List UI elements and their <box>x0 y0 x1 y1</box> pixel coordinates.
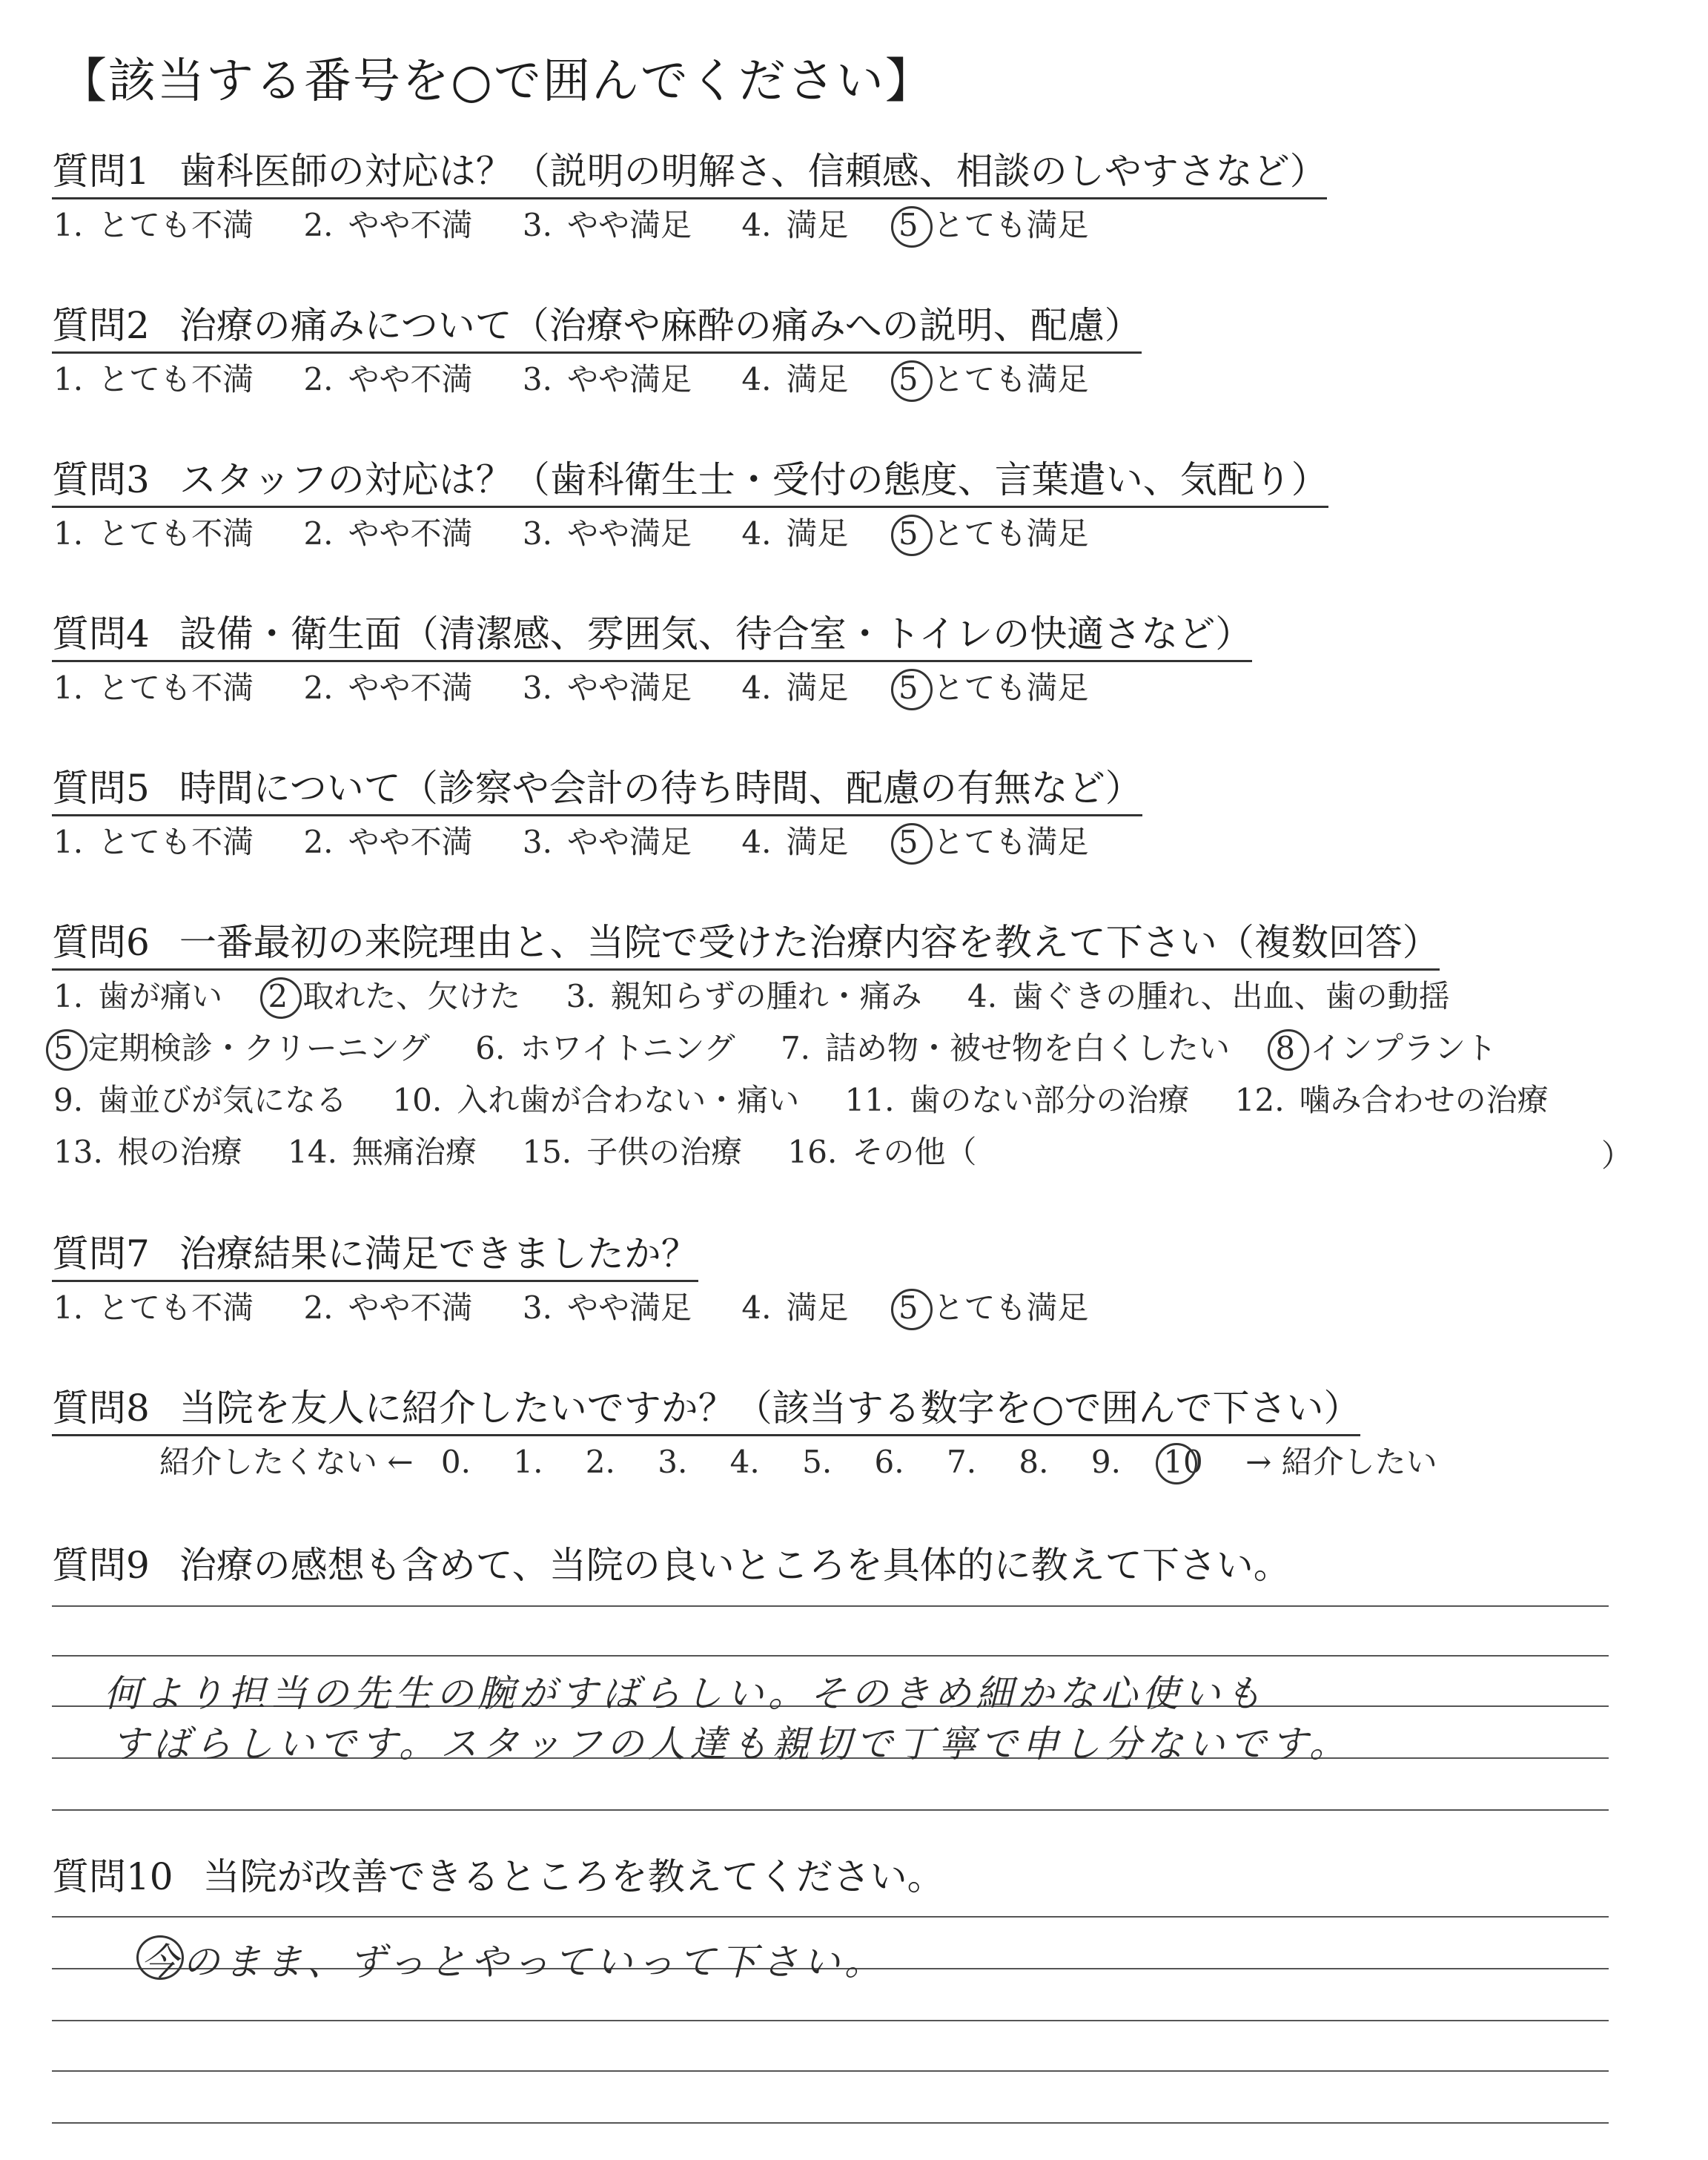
answer-line <box>52 2122 1609 2124</box>
question-3-label: 質問3 <box>52 458 150 501</box>
option-1[interactable]: 1. とても不満 <box>53 824 254 860</box>
question-1-text: 歯科医師の対応は？（説明の明解さ、信頼感、相談のしやすさなど） <box>179 150 1327 193</box>
question-3-text: スタッフの対応は？（歯科衛生士・受付の態度、言葉遣い、気配り） <box>179 458 1328 501</box>
answer-line <box>52 1809 1609 1811</box>
option-5-selected[interactable]: 5 とても満足 <box>898 824 1089 860</box>
option-3[interactable]: 3. やや満足 <box>522 207 692 243</box>
scale-right-label: → 紹介したい <box>1245 1444 1437 1480</box>
options-row-1 <box>53 976 1486 1017</box>
question-8-text: 当院を友人に紹介したいですか？（該当する数字を○で囲んで下さい） <box>179 1387 1361 1430</box>
option-1[interactable]: 1. とても不満 <box>53 1289 254 1326</box>
selected-circle-mark: 5 <box>898 1289 918 1326</box>
question-1-options <box>53 205 1129 246</box>
option-10[interactable]: 10. 入れ歯が合わない・痛い <box>392 1082 800 1118</box>
question-2-text: 治療の痛みについて（治療や麻酔の痛みへの説明、配慮） <box>179 304 1142 347</box>
scale-7[interactable]: 7. <box>946 1444 977 1480</box>
answer-line <box>52 1916 1609 1918</box>
option-5-selected[interactable]: 5 とても満足 <box>898 361 1089 397</box>
option-7[interactable]: 7. 詰め物・被せ物を白くしたい <box>780 1030 1231 1066</box>
option-3[interactable]: 3. やや満足 <box>522 515 692 552</box>
question-9-title <box>52 1542 1291 1591</box>
scale-4[interactable]: 4. <box>729 1444 760 1480</box>
option-2[interactable]: 2. やや不満 <box>303 824 473 860</box>
question-2-label: 質問2 <box>52 304 150 347</box>
question-3-title <box>52 457 1328 508</box>
options-row-4 <box>53 1132 1012 1173</box>
question-7-title <box>52 1231 698 1282</box>
question-5-text: 時間について（診察や会計の待ち時間、配慮の有無など） <box>179 767 1142 810</box>
scale-5[interactable]: 5. <box>802 1444 833 1480</box>
handwritten-answer-9-line-2: すばらしいです。スタッフの人達も親切で丁寧で申し分ないです。 <box>111 1723 1351 1766</box>
handwritten-circled-char: 今 <box>141 1932 182 1986</box>
option-2[interactable]: 2. やや不満 <box>303 361 473 397</box>
options-row-3 <box>53 1080 1584 1121</box>
question-4-text: 設備・衛生面（清潔感、雰囲気、待合室・トイレの快適さなど） <box>179 612 1253 655</box>
scale-9[interactable]: 9. <box>1090 1444 1121 1480</box>
question-3-options <box>53 513 1129 555</box>
question-7-label: 質問7 <box>52 1232 150 1275</box>
option-5-selected[interactable]: 5 とても満足 <box>898 207 1089 243</box>
option-3[interactable]: 3. やや満足 <box>522 670 692 706</box>
question-7-text: 治療結果に満足できましたか？ <box>179 1232 698 1275</box>
option-3[interactable]: 3. やや満足 <box>522 824 692 860</box>
option-4[interactable]: 4. 満足 <box>741 670 849 706</box>
selected-circle-mark: 5 <box>898 207 918 243</box>
option-2[interactable]: 2. やや不満 <box>303 1289 473 1326</box>
question-8-label: 質問8 <box>52 1387 150 1430</box>
answer-line <box>52 1605 1609 1607</box>
question-6-label: 質問6 <box>52 921 150 964</box>
option-1[interactable]: 1. 歯が痛い <box>53 978 223 1014</box>
question-7-options <box>53 1287 1129 1329</box>
option-4[interactable]: 4. 満足 <box>741 515 849 552</box>
option-16[interactable]: 16. その他（ <box>787 1134 977 1170</box>
scale-2[interactable]: 2. <box>585 1444 615 1480</box>
selected-circle-mark: 5 <box>898 515 918 552</box>
answer-line <box>52 2020 1609 2021</box>
option-6[interactable]: 6. ホワイトニング <box>475 1030 735 1066</box>
question-2-options <box>53 359 1129 400</box>
selected-circle-mark: 5 <box>53 1030 73 1066</box>
option-1[interactable]: 1. とても不満 <box>53 515 254 552</box>
question-1-label: 質問1 <box>52 150 150 193</box>
question-8-title <box>52 1385 1360 1436</box>
question-5-label: 質問5 <box>52 767 150 810</box>
option-4[interactable]: 4. 満足 <box>741 1289 849 1326</box>
question-6-text: 一番最初の来院理由と、当院で受けた治療内容を教えて下さい（複数回答） <box>179 921 1440 964</box>
option-3[interactable]: 3. やや満足 <box>522 361 692 397</box>
question-4-title <box>52 611 1252 662</box>
option-14[interactable]: 14. 無痛治療 <box>288 1134 477 1170</box>
question-6-title <box>52 919 1440 971</box>
option-5-selected[interactable]: 5 とても満足 <box>898 1289 1089 1326</box>
question-5-options <box>53 822 1129 863</box>
option-12[interactable]: 12. 噛み合わせの治療 <box>1234 1082 1549 1118</box>
option-2[interactable]: 2. やや不満 <box>303 207 473 243</box>
selected-circle-mark: 5 <box>898 361 918 397</box>
scale-6[interactable]: 6. <box>874 1444 904 1480</box>
question-2-title <box>52 303 1142 354</box>
answer-line <box>52 2070 1609 2072</box>
handwritten-answer-10 <box>141 1932 886 1986</box>
handwritten-answer-10-text: のまま、ずっとやっていって下さい。 <box>182 1941 886 1984</box>
page-title: 【該当する番号を○で囲んでください】 <box>59 54 934 109</box>
option-8-selected[interactable]: 8 インプラント <box>1275 1030 1497 1066</box>
recommend-scale <box>159 1441 1455 1483</box>
question-5-title <box>52 765 1142 816</box>
options-row-2 <box>53 1028 1532 1069</box>
option-15[interactable]: 15. 子供の治療 <box>522 1134 743 1170</box>
other-paren-close: ） <box>1601 1137 1633 1174</box>
option-3[interactable]: 3. 親知らずの腫れ・痛み <box>566 978 922 1014</box>
scale-left-label: 紹介したくない ← <box>159 1444 414 1480</box>
option-3[interactable]: 3. やや満足 <box>522 1289 692 1326</box>
option-13[interactable]: 13. 根の治療 <box>53 1134 242 1170</box>
option-4[interactable]: 4. 歯ぐきの腫れ、出血、歯の動揺 <box>967 978 1450 1014</box>
option-9[interactable]: 9. 歯並びが気になる <box>53 1082 348 1118</box>
question-10-title <box>52 1854 944 1903</box>
option-4[interactable]: 4. 満足 <box>741 207 849 243</box>
question-4-options <box>53 667 1129 709</box>
question-10-text: 当院が改善できるところを教えてください。 <box>202 1855 944 1898</box>
option-4[interactable]: 4. 満足 <box>741 361 849 397</box>
option-5-selected[interactable]: 5 とても満足 <box>898 670 1089 706</box>
scale-8[interactable]: 8. <box>1019 1444 1049 1480</box>
option-1[interactable]: 1. とても不満 <box>53 361 254 397</box>
option-1[interactable]: 1. とても不満 <box>53 207 254 243</box>
answer-line <box>52 1655 1609 1657</box>
handwritten-answer-9-line-1: 何より担当の先生の腕がすばらしい。そのきめ細かな心使いも <box>104 1672 1266 1715</box>
scale-1[interactable]: 1. <box>513 1444 543 1480</box>
option-5-selected[interactable]: 5 定期検診・クリーニング <box>53 1030 430 1066</box>
option-2[interactable]: 2. やや不満 <box>303 670 473 706</box>
option-4[interactable]: 4. 満足 <box>741 824 849 860</box>
selected-circle-mark: 5 <box>898 670 918 706</box>
question-10-label: 質問10 <box>52 1855 173 1898</box>
selected-circle-mark: 5 <box>898 824 918 860</box>
question-4-label: 質問4 <box>52 612 150 655</box>
option-5-selected[interactable]: 5 とても満足 <box>898 515 1089 552</box>
question-9-text: 治療の感想も含めて、当院の良いところを具体的に教えて下さい。 <box>179 1544 1291 1587</box>
scale-0[interactable]: 0. <box>440 1444 471 1480</box>
scale-10-selected[interactable]: 10 <box>1163 1441 1202 1483</box>
question-1-title <box>52 148 1327 199</box>
option-11[interactable]: 11. 歯のない部分の治療 <box>844 1082 1190 1118</box>
selected-circle-mark: 8 <box>1275 1030 1296 1066</box>
question-9-label: 質問9 <box>52 1544 150 1587</box>
scale-3[interactable]: 3. <box>658 1444 688 1480</box>
option-2-selected[interactable]: 2 取れた、欠けた <box>268 978 521 1014</box>
option-2[interactable]: 2. やや不満 <box>303 515 473 552</box>
selected-circle-mark: 2 <box>268 978 288 1014</box>
option-1[interactable]: 1. とても不満 <box>53 670 254 706</box>
